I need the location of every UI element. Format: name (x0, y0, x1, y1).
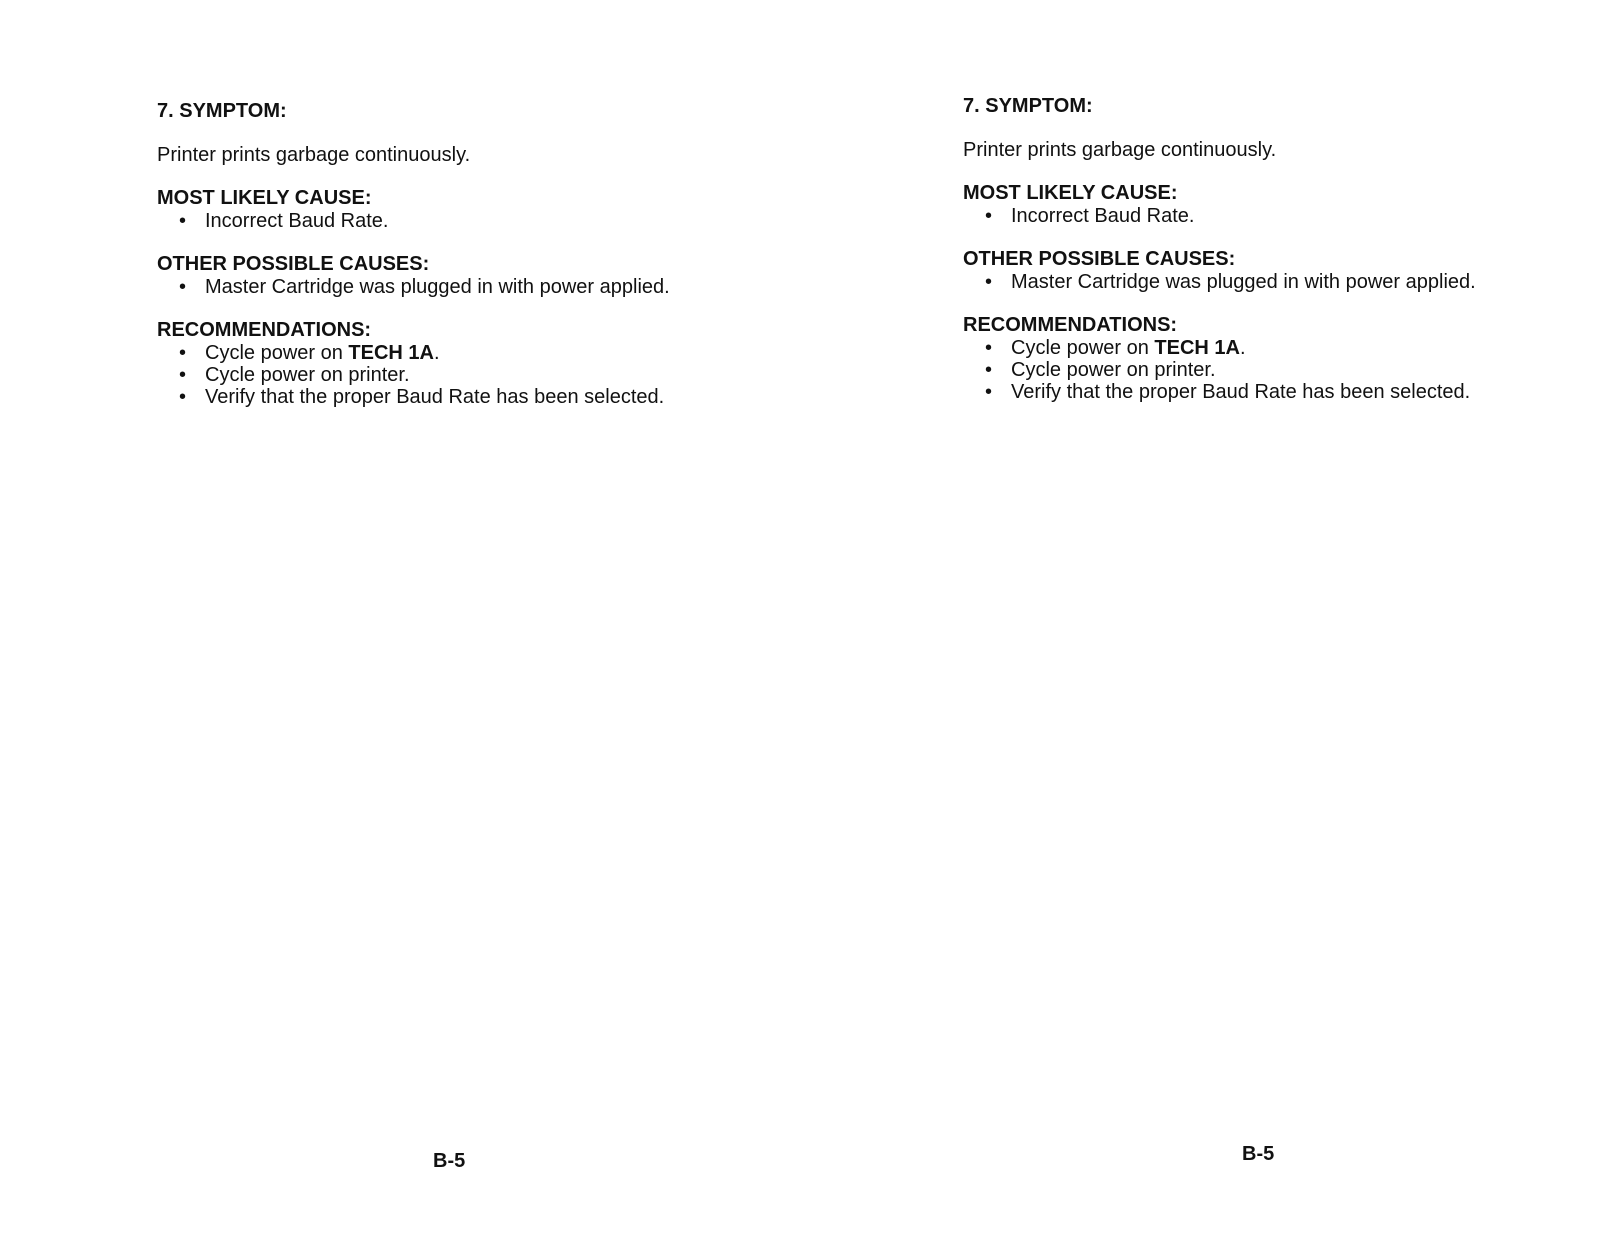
recommendations-section (963, 314, 1600, 403)
most-likely-cause-section (157, 187, 857, 232)
symptom-heading: 7. SYMPTOM: (963, 95, 1093, 117)
list-item (963, 381, 1600, 403)
other-causes-list (963, 271, 1600, 293)
list-item-text: Verify that the proper Baud Rate has been selected. (1011, 381, 1471, 403)
most-likely-cause-heading: MOST LIKELY CAUSE: (157, 187, 372, 209)
bullet-icon: • (985, 337, 993, 359)
recommendations-section (157, 319, 857, 408)
other-causes-heading: OTHER POSSIBLE CAUSES: (963, 248, 1236, 270)
list-item-text: Incorrect Baud Rate. (1011, 205, 1195, 227)
symptom-description-section (963, 139, 1600, 162)
symptom-description-section (157, 144, 857, 167)
most-likely-cause-section (963, 182, 1600, 227)
most-likely-cause-heading: MOST LIKELY CAUSE: (963, 182, 1178, 204)
page-number: B-5 (1242, 1143, 1275, 1165)
bullet-icon: • (179, 342, 187, 364)
recommendations-list (157, 342, 857, 408)
left-page (0, 0, 760, 1237)
list-item (157, 342, 857, 364)
recommendations-heading: RECOMMENDATIONS: (157, 319, 372, 341)
symptom-section (157, 100, 857, 123)
symptom-section (963, 95, 1600, 118)
bullet-icon: • (179, 364, 187, 386)
bullet-icon: • (179, 386, 187, 408)
list-item-text: Cycle power on printer. (205, 364, 410, 386)
symptom-description: Printer prints garbage continuously. (963, 139, 1277, 161)
list-item-text-prefix: Cycle power on (1011, 337, 1155, 359)
most-likely-cause-list (963, 205, 1600, 227)
symptom-description: Printer prints garbage continuously. (157, 144, 471, 166)
recommendations-heading: RECOMMENDATIONS: (963, 314, 1178, 336)
other-causes-list (157, 276, 857, 298)
product-name: TECH 1A (1154, 337, 1240, 359)
list-item-text: Master Cartridge was plugged in with power applied. (1011, 271, 1476, 293)
list-item (963, 359, 1600, 381)
bullet-icon: • (179, 210, 187, 232)
other-causes-section (963, 248, 1600, 293)
list-item-text: Incorrect Baud Rate. (205, 210, 389, 232)
most-likely-cause-list (157, 210, 857, 232)
bullet-icon: • (985, 359, 993, 381)
page-number: B-5 (433, 1150, 466, 1172)
other-causes-section (157, 253, 857, 298)
right-page (790, 0, 1550, 1237)
page-content (963, 95, 1600, 403)
list-item-text: Verify that the proper Baud Rate has been selected. (205, 386, 665, 408)
list-item-text-suffix: . (1239, 337, 1246, 359)
symptom-heading: 7. SYMPTOM: (157, 100, 287, 122)
bullet-icon: • (985, 271, 993, 293)
list-item-text: Master Cartridge was plugged in with power applied. (205, 276, 670, 298)
list-item (157, 386, 857, 408)
bullet-icon: • (985, 205, 993, 227)
list-item-text-prefix: Cycle power on (205, 342, 349, 364)
product-name: TECH 1A (348, 342, 434, 364)
list-item-text-suffix: . (433, 342, 440, 364)
list-item (157, 210, 857, 232)
list-item (963, 205, 1600, 227)
list-item (963, 337, 1600, 359)
list-item (157, 364, 857, 386)
bullet-icon: • (179, 276, 187, 298)
bullet-icon: • (985, 381, 993, 403)
list-item (157, 276, 857, 298)
list-item (963, 271, 1600, 293)
recommendations-list (963, 337, 1600, 403)
other-causes-heading: OTHER POSSIBLE CAUSES: (157, 253, 430, 275)
list-item-text: Cycle power on printer. (1011, 359, 1216, 381)
page-content (157, 100, 857, 408)
